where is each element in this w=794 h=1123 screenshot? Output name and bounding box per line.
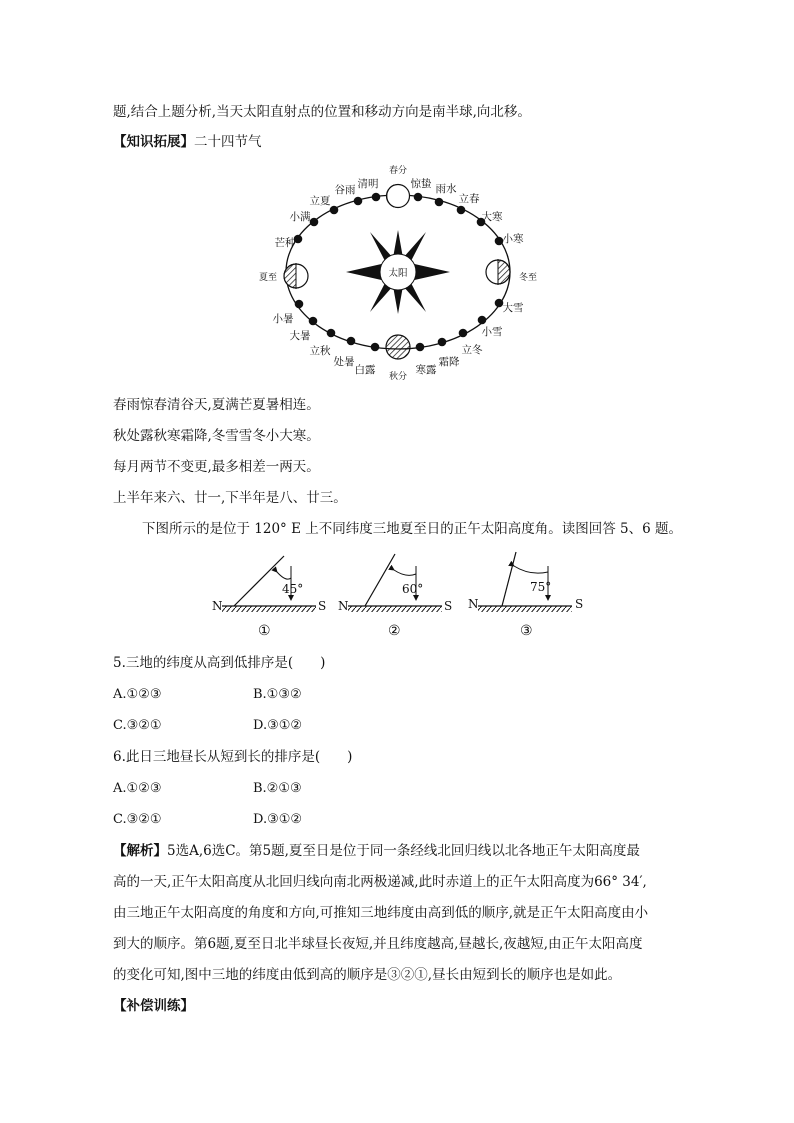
dot-liqiu [327, 329, 336, 338]
label-winter: 冬至 [518, 273, 538, 283]
label-qingming: 清明 [357, 178, 379, 190]
label-autumn: 秋分 [388, 372, 408, 382]
dot-shuangjiang [438, 338, 447, 347]
label-xiaoshu: 小暑 [272, 313, 294, 325]
label-xiaoxue: 小雪 [481, 326, 503, 338]
label-hanlu: 寒露 [415, 364, 437, 376]
question-intro: 下图所示的是位于 120° E 上不同纬度三地夏至日的正午太阳高度角。读图回答 5、6 题。 [142, 521, 683, 537]
analysis-line-5: 的变化可知,图中三地的纬度由低到高的顺序是③②①,昼长由短到长的顺序也是如此。 [113, 967, 622, 983]
q6-option-a[interactable]: A.①②③ [113, 781, 162, 796]
song-line-2: 秋处露秋寒霜降,冬雪雪冬小大寒。 [113, 428, 320, 444]
angle-2-label: ② [388, 623, 401, 639]
sun-ray-1 [234, 556, 284, 606]
dot-jingzhe [414, 193, 423, 202]
song-line-1: 春雨惊春清谷天,夏满芒夏暑相连。 [113, 397, 320, 413]
dot-lixia [330, 206, 339, 215]
angle-3-label: ③ [520, 623, 533, 639]
angle-1-n: N [212, 599, 223, 613]
analysis-line-3: 由三地正午太阳高度的角度和方向,可推知三地纬度由高到低的顺序,就是正午太阳高度由小 [113, 905, 649, 921]
sun-label: 太阳 [388, 268, 408, 279]
angle-2-s: S [444, 599, 453, 613]
angle-diagrams [200, 548, 600, 640]
label-chushu: 处暑 [333, 356, 355, 368]
dot-dashu [309, 317, 318, 326]
song-line-4: 上半年来六、廿一,下半年是八、廿三。 [113, 490, 347, 506]
label-bailu: 白露 [354, 364, 376, 376]
intro-line: 题,结合上题分析,当天太阳直射点的位置和移动方向是南半球,向北移。 [113, 104, 531, 120]
dot-guyu [354, 197, 363, 206]
analysis-line-1 [113, 842, 640, 860]
sun-ray-3 [502, 552, 516, 606]
label-lichun: 立春 [458, 193, 480, 205]
angle-diagram-3 [468, 552, 583, 639]
label-liqiu: 立秋 [309, 345, 331, 357]
q5-option-b[interactable]: B.①③② [253, 687, 302, 702]
label-dahan: 大寒 [481, 211, 503, 223]
earth-autumn-icon [386, 335, 410, 359]
label-spring: 春分 [388, 166, 408, 176]
sun-icon [346, 230, 450, 314]
angle-1-s: S [318, 599, 327, 613]
angle-3-value: 75° [530, 580, 552, 594]
angle-3-s: S [575, 597, 584, 611]
label-summer: 夏至 [258, 273, 278, 283]
analysis-text-1: 5选A,6选C。第5题,夏至日是位于同一条经线北回归线以北各地正午太阳高度最 [167, 843, 640, 859]
angle-1-value: 45° [282, 582, 304, 596]
q5-option-d[interactable]: D.③①② [253, 718, 303, 733]
analysis-line-2: 高的一天,正午太阳高度从北回归线向南北两极递减,此时赤道上的正午太阳高度为66° 34′, [113, 874, 647, 890]
song-line-3: 每月两节不变更,最多相差一两天。 [113, 459, 320, 475]
earth-spring-icon [387, 185, 410, 208]
earth-winter-icon [486, 259, 510, 285]
supplement-heading: 【补偿训练】 [113, 998, 194, 1014]
dot-hanlu [416, 343, 425, 352]
label-jingzhe: 惊蛰 [410, 178, 432, 190]
q6-stem: 6.此日三地昼长从短到长的排序是( ) [113, 749, 353, 765]
dot-bailu [371, 343, 380, 352]
label-mangzhong: 芒种 [274, 237, 296, 249]
knowledge-heading [113, 133, 262, 151]
label-daxue: 大雪 [502, 302, 524, 314]
dot-lichun [457, 206, 466, 215]
label-xiaoman: 小满 [289, 211, 311, 223]
dot-xiaoman [310, 218, 319, 227]
dot-lidong [459, 329, 468, 338]
angle-2-value: 60° [402, 582, 424, 596]
label-guyu: 谷雨 [334, 184, 356, 196]
angle-1-label: ① [258, 623, 271, 639]
angle-diagram-2 [338, 554, 452, 639]
knowledge-tag: 【知识拓展】 [113, 134, 194, 150]
dot-chushu [347, 337, 356, 346]
analysis-line-4: 到大的顺序。第6题,夏至日北半球昼长夜短,并且纬度越高,昼越长,夜越短,由正午太阳高度 [113, 936, 643, 952]
q6-option-c[interactable]: C.③②① [113, 812, 162, 827]
sun-ray-2 [365, 554, 395, 606]
label-dashu: 大暑 [289, 330, 311, 342]
label-lixia: 立夏 [309, 195, 331, 207]
q5-stem: 5.三地的纬度从高到低排序是( ) [113, 655, 326, 671]
knowledge-title: 二十四节气 [194, 134, 262, 150]
dot-xiaoxue [478, 316, 487, 325]
q5-option-c[interactable]: C.③②① [113, 718, 162, 733]
earth-summer-icon [284, 263, 308, 289]
dot-qingming [372, 193, 381, 202]
label-shuangjiang: 霜降 [438, 356, 460, 368]
label-yushui: 雨水 [435, 183, 457, 195]
q5-option-a[interactable]: A.①②③ [113, 687, 162, 702]
angle-3-n: N [468, 597, 479, 611]
label-xiaohan: 小寒 [502, 233, 524, 245]
q6-option-b[interactable]: B.②①③ [253, 781, 302, 796]
dot-xiaoshu [295, 300, 304, 309]
angle-diagram-1 [212, 556, 326, 639]
solar-terms-diagram [250, 160, 550, 385]
label-lidong: 立冬 [461, 344, 483, 356]
dot-yushui [435, 198, 444, 207]
angle-2-n: N [338, 599, 349, 613]
q6-option-d[interactable]: D.③①② [253, 812, 303, 827]
analysis-tag: 【解析】 [113, 843, 167, 859]
